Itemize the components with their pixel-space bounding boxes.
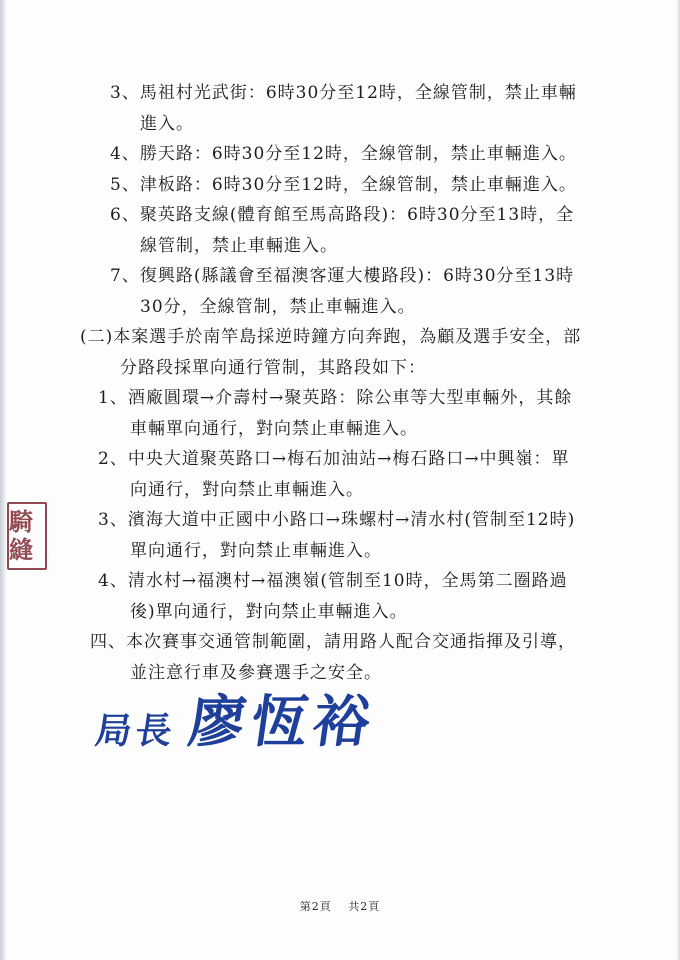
- list-item: 7、復興路(縣議會至福澳客運大樓路段)：6時30分至13時30分，全線管制，禁止車輛進入。: [110, 266, 575, 317]
- signature-name: 廖恆裕: [184, 689, 381, 755]
- signature: [92, 678, 381, 758]
- list-item: 6、聚英路支線(體育館至馬高路段)：6時30分至13時，全線管制，禁止車輛進入。: [110, 205, 575, 256]
- list-item: 4、勝天路：6時30分至12時，全線管制，禁止車輛進入。: [110, 144, 577, 164]
- document-body: [0, 78, 680, 688]
- page-number: 第2頁: [299, 900, 332, 913]
- stamp-seal: [7, 502, 47, 570]
- list-item: 2、中央大道聚英路口→梅石加油站→梅石路口→中興嶺：單向通行，對向禁止車輛進入。: [98, 449, 570, 500]
- page-footer: [0, 898, 680, 914]
- list-item: 1、酒廠圓環→介壽村→聚英路：除公車等大型車輛外，其餘車輛單向通行，對向禁止車輛進入。: [98, 388, 573, 439]
- list-item: 4、清水村→福澳村→福澳嶺(管制至10時，全馬第二圈路過後)單向通行，對向禁止車輛進入。: [98, 571, 568, 622]
- seal-text: 騎縫: [9, 507, 33, 564]
- list-item: 3、馬祖村光武街：6時30分至12時，全線管制，禁止車輛進入。: [110, 83, 577, 134]
- page-total: 共2頁: [348, 900, 381, 913]
- list-item: 3、濱海大道中正國中小路口→珠螺村→清水村(管制至12時)單向通行，對向禁止車輛進入。: [98, 510, 576, 561]
- section-two: (二)本案選手於南竿島採逆時鐘方向奔跑，為顧及選手安全，部分路段採單向通行管制，其路段如下：: [80, 327, 582, 378]
- signature-title: 局長: [92, 710, 179, 752]
- list-item: 5、津板路：6時30分至12時，全線管制，禁止車輛進入。: [110, 174, 577, 195]
- section-four: 四、本次賽事交通管制範圍，請用路人配合交通指揮及引導，並注意行車及參賽選手之安全。: [90, 632, 576, 683]
